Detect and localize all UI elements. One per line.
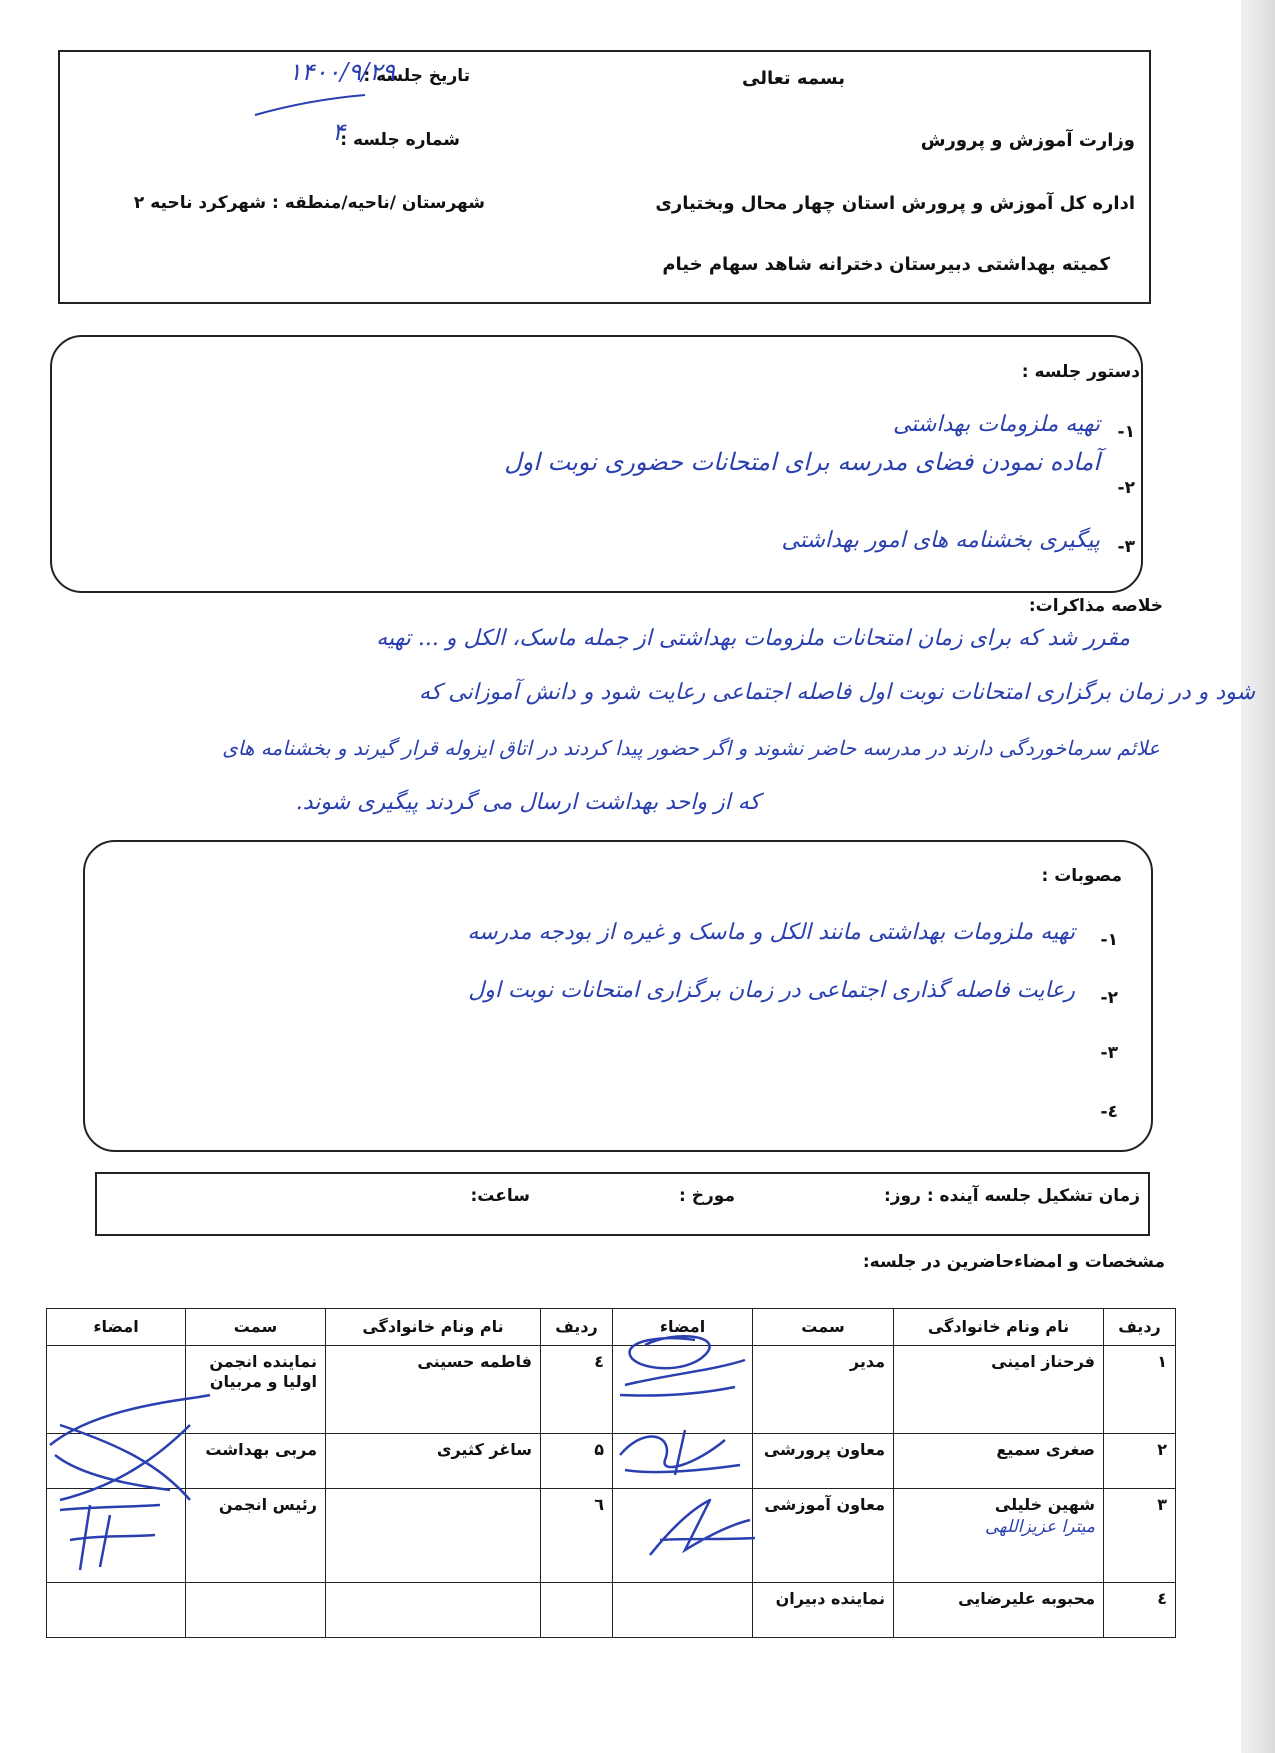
signature-cell [613,1582,753,1637]
table-row [47,1582,1176,1637]
attendee-name: صغری سمیع [894,1434,1104,1489]
attendee-position: مدیر [753,1346,894,1434]
header-position-1: سمت [753,1309,894,1346]
row-number [541,1582,613,1637]
attendee-position: معاون آموزشی [753,1489,894,1583]
row-number: ۵ [541,1434,613,1489]
agenda-title: دستور جلسه : [1021,362,1140,382]
signature-cell [47,1582,186,1637]
summary-title: خلاصه مذاکرات: [1028,596,1163,616]
agenda-item-2-number: ۲- [1117,478,1135,498]
header-row-no-2: ردیف [541,1309,613,1346]
header-signature-1: امضاء [613,1309,753,1346]
agenda-item-1-text: تهیه ملزومات بهداشتی [892,412,1100,437]
agenda-item-1-number: ۱- [1117,422,1135,442]
attendees-title: مشخصات و امضاءحاضرین در جلسه: [862,1252,1165,1272]
approval-item-2-number: ۲- [1100,988,1118,1008]
committee-name: کمیته بهداشتی دبیرستان دخترانه شاهد سهام خیام [662,254,1110,275]
header-name-1: نام ونام خانوادگی [894,1309,1104,1346]
attendee-name-text: شهین خلیلی [994,1495,1095,1515]
row-number: ٤ [541,1346,613,1434]
attendee-name: فرحناز امینی [894,1346,1104,1434]
row-number: ٤ [1104,1582,1176,1637]
attendee-name [894,1489,1104,1583]
attendee-position: معاون پرورشی [753,1434,894,1489]
session-number-value: ۴ [332,118,345,146]
approval-item-3-number: ۳- [1100,1043,1118,1063]
row-number: ٦ [541,1489,613,1583]
header-name-2: نام ونام خانوادگی [326,1309,541,1346]
agenda-item-3-number: ۳- [1117,537,1135,557]
agenda-item-2-text: آماده نمودن فضای مدرسه برای امتحانات حضوری نوبت اول [504,448,1100,476]
attendee-name [326,1582,541,1637]
row-number: ۱ [1104,1346,1176,1434]
agenda-item-3-text: پیگیری بخشنامه های امور بهداشتی [781,528,1100,553]
header-row-no-1: ردیف [1104,1309,1176,1346]
bismillah: بسمه تعالی [742,68,845,89]
header-position-2: سمت [186,1309,326,1346]
next-meeting-time-label: ساعت: [470,1186,530,1206]
signature-4 [40,1385,220,1505]
attendee-position: رئیس انجمن [186,1489,326,1583]
approval-item-1-number: ۱- [1100,930,1118,950]
signature-2 [605,1415,755,1485]
next-meeting-label: زمان تشکیل جلسه آینده : روز: [883,1186,1140,1206]
summary-line-1: مقرر شد که برای زمان امتحانات ملزومات بهداشتی از جمله ماسک، الکل و ... تهیه [376,626,1130,651]
row-number: ۲ [1104,1434,1176,1489]
attendee-position [186,1582,326,1637]
scan-edge-shadow [1241,0,1275,1753]
header-signature-2: امضاء [47,1309,186,1346]
attendee-position: نماینده انجمن اولیا و مربیان [186,1346,326,1434]
attendee-position: نماینده دبیران [753,1582,894,1637]
date-value: ۱۴۰۰/۹/۲۹ [288,58,395,86]
attendee-name [326,1489,541,1583]
summary-line-3: علائم سرماخوردگی دارند در مدرسه حاضر نشوند و اگر حضور پیدا کردند در اتاق ایزوله قرار گیرند و بخشنامه های [222,736,1160,760]
approvals-title: مصوبات : [1041,866,1122,886]
approval-item-1-text: تهیه ملزومات بهداشتی مانند الکل و ماسک و غیره از بودجه مدرسه [467,920,1075,945]
approval-item-2-text: رعایت فاصله گذاری اجتماعی در زمان برگزاری امتحانات نوبت اول [468,978,1075,1003]
signature-3 [630,1490,770,1565]
row-number: ۳ [1104,1489,1176,1583]
signature-5 [50,1495,170,1575]
next-meeting-date-label: مورخ : [679,1186,735,1206]
date-underline-stroke [250,90,370,120]
summary-line-4: که از واحد بهداشت ارسال می گردند پیگیری شوند. [295,790,760,815]
attendee-name: ساغر کثیری [326,1434,541,1489]
signature-1 [605,1325,755,1405]
district-label: شهرستان /ناحیه/منطقه : شهرکرد ناحیه ۲ [133,193,485,213]
department-name: اداره کل آموزش و پرورش استان چهار محال وبختیاری [655,193,1135,214]
session-number-label: شماره جلسه : [340,130,460,150]
handwritten-substitute-name: میترا عزیزاللهی [984,1517,1095,1538]
approval-item-4-number: ٤- [1100,1102,1118,1122]
attendee-position: مربی بهداشت [186,1434,326,1489]
summary-line-2: شود و در زمان برگزاری امتحانات نوبت اول فاصله اجتماعی رعایت شود و دانش آموزانی که [419,680,1255,705]
ministry-name: وزارت آموزش و پرورش [920,130,1135,151]
attendee-name: فاطمه حسینی [326,1346,541,1434]
attendee-name: محبوبه علیرضایی [894,1582,1104,1637]
date-label: تاریخ جلسه : [363,66,470,86]
